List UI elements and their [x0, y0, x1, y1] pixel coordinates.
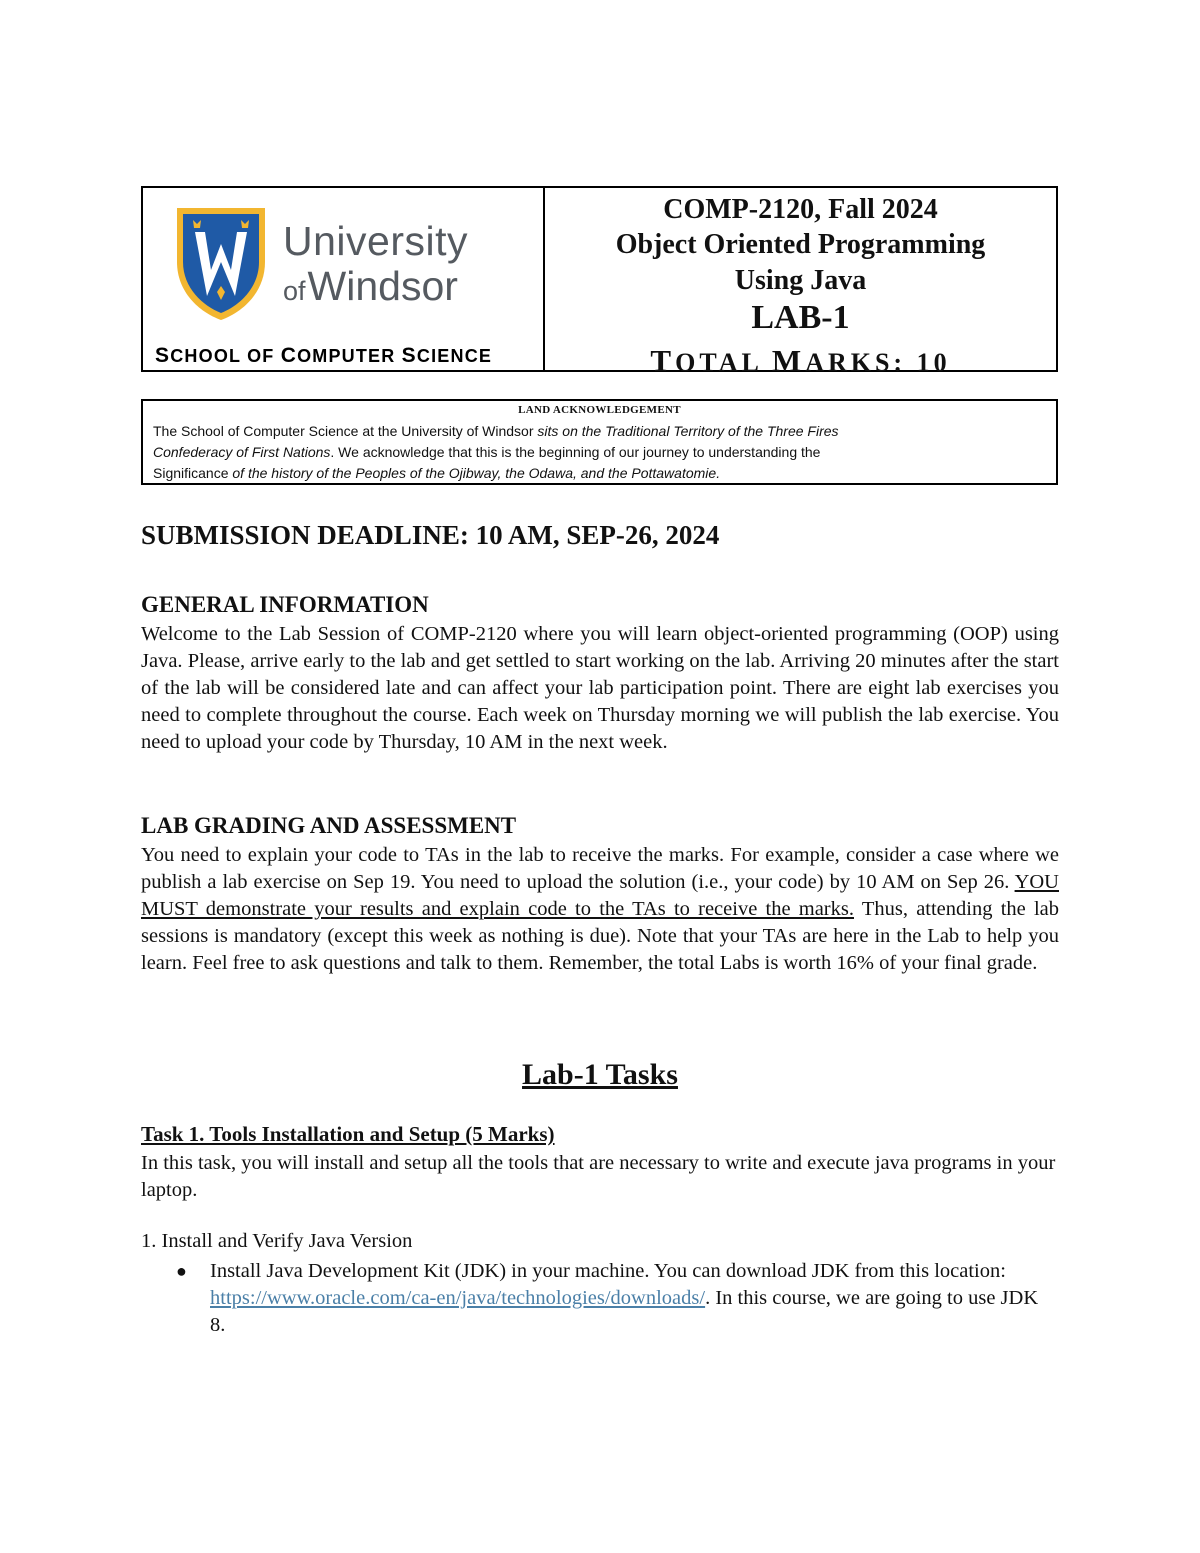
header-right-cell: [545, 188, 1056, 378]
logo-wordmark: [283, 218, 468, 309]
course-code: COMP-2120, Fall 2024: [663, 194, 938, 225]
land-acknowledgement-text: The School of Computer Science at the University of Windsor sits on the Traditional Territory of the Three Fires Confederacy of First Nations. We acknowledge that this is the beginning of our journey to understanding the Significance of the history of the Peoples of the Ojibway, the Odawa, and the Pottawatomie.: [153, 423, 839, 481]
header-table: [141, 186, 1058, 378]
task1-heading: Task 1. Tools Installation and Setup (5 Marks): [141, 1122, 555, 1146]
course-title-line1: Object Oriented Programming: [615, 229, 986, 260]
lab-number: LAB-1: [751, 299, 850, 336]
grading-text: You need to explain your code to TAs in the lab to receive the marks. For example, consider a case where we publish a lab exercise on Sep 19. You need to upload the solution (i.e., your code) by 10 AM on Sep 26. YOU MUST demonstrate your results and explain code to the TAs to receive the marks. Thus, attending the lab sessions is mandatory (except this week as nothing is due). Note that your TAs are here in the Lab to help you learn. Feel free to ask questions and talk to them. Remember, the total Labs is worth 16% of your final grade.: [141, 844, 1059, 974]
task1-step1: 1. Install and Verify Java Version: [141, 1230, 413, 1252]
school-name: SCHOOL OF COMPUTER SCIENCE: [155, 344, 493, 367]
logo-line-university: University: [283, 218, 468, 264]
grading-heading: LAB GRADING AND ASSESSMENT: [141, 813, 517, 838]
submission-deadline: SUBMISSION DEADLINE: 10 AM, SEP-26, 2024: [141, 520, 720, 550]
logo-of: of: [283, 276, 306, 306]
bullet-icon: ●: [176, 1261, 187, 1281]
land-acknowledgement-box: [141, 399, 1058, 485]
general-info-heading: GENERAL INFORMATION: [141, 592, 429, 617]
general-info-text: Welcome to the Lab Session of COMP-2120 where you will learn object-oriented programming (OOP) using Java. Please, arrive early to the lab and get settled to start working on the lab. Arriving 20 minutes after the start of the lab will be considered late and can affect your lab participation point. There are eight lab exercises you need to complete throughout the course. Each week on Thursday morning we will publish the lab exercise. You need to upload your code by Thursday, 10 AM in the next week.: [141, 623, 1059, 753]
task1-text: In this task, you will install and setup all the tools that are necessary to write and execute java programs in your laptop.: [141, 1152, 1056, 1201]
land-acknowledgement-title: LAND ACKNOWLEDGEMENT: [518, 404, 681, 416]
shield-crest-icon: [173, 204, 269, 324]
logo-line-windsor: Windsor: [307, 263, 458, 309]
total-marks: TOTAL MARKS: 10: [650, 343, 951, 378]
header-left-cell: [143, 188, 545, 370]
university-logo: [173, 204, 503, 324]
jdk-download-link[interactable]: https://www.oracle.com/ca-en/java/technologies/downloads/: [210, 1287, 706, 1309]
course-title-line2: Using Java: [734, 265, 867, 296]
lab-tasks-title: Lab-1 Tasks: [522, 1058, 678, 1091]
task1-bullet: ● Install Java Development Kit (JDK) in your machine. You can download JDK from this location: https://www.oracle.com/ca-en/java/technologies/downloads/. In this course, we are going to use JDK 8.: [176, 1260, 1039, 1336]
